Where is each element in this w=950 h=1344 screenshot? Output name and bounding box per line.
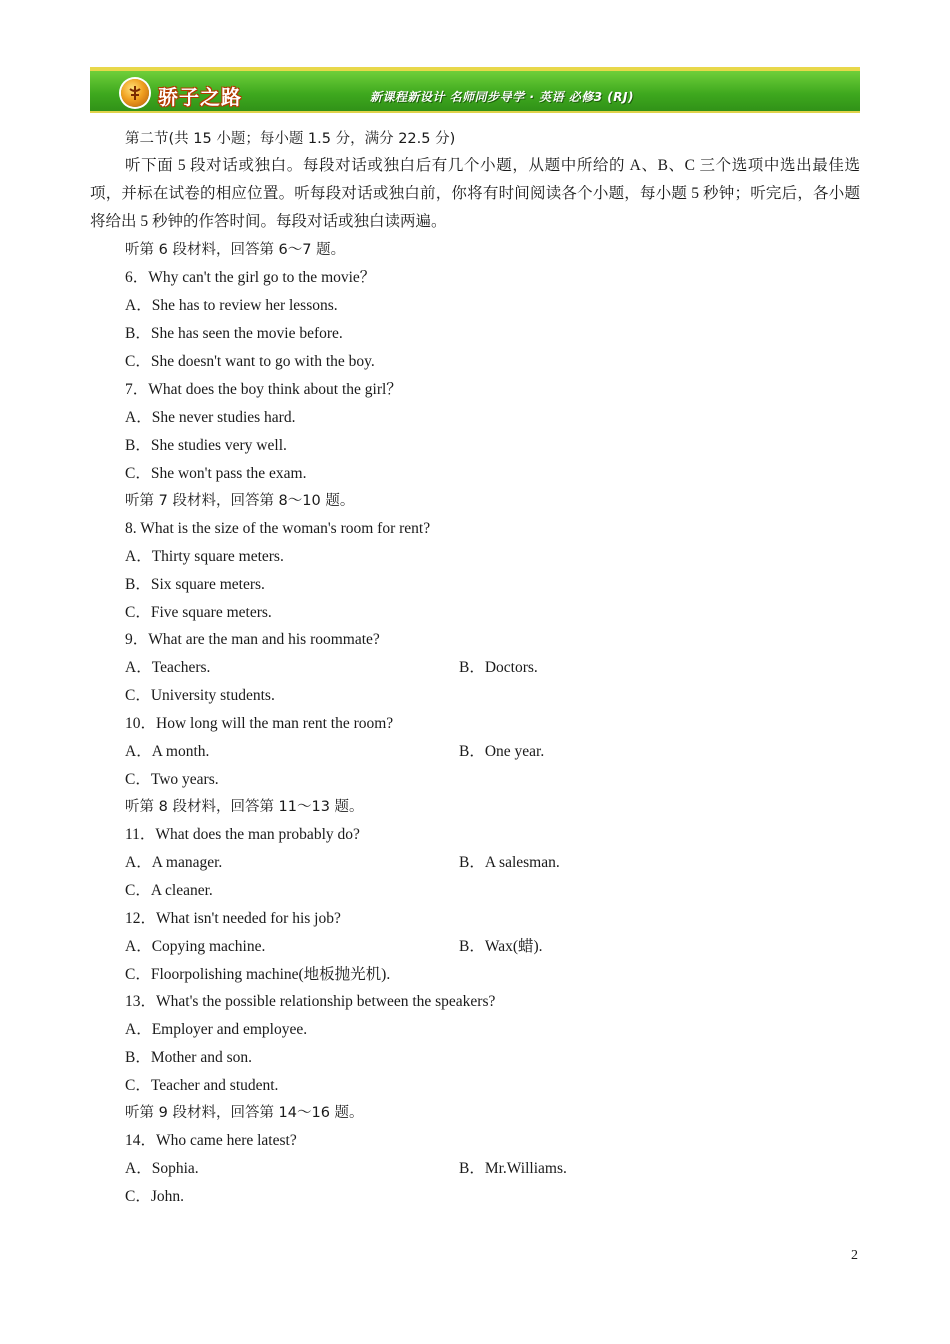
option-b: B．Six square meters. <box>125 576 265 593</box>
option-a: A．Thirty square meters. <box>125 548 284 565</box>
option-b: B．A salesman. <box>459 854 560 871</box>
option-c: C．Five square meters. <box>125 604 272 621</box>
question-stem: 6．Why can't the girl go to the movie？ <box>125 269 376 286</box>
section-instructions: 听下面 5 段对话或独白。每段对话或独白后有几个小题，从题中所给的 A、B、C 三个选项中选出最佳选项，并标在试卷的相应位置。听每段对话或独白前，你将有时间阅读各个小题，每小题 5 秒钟；听完后，各小题将给出 5 秒钟的作答时间。每段对话或独白读两遍。 <box>90 157 860 230</box>
header-series-title: 新课程新设计 名师同步导学 · 英语 必修3 (RJ) <box>370 90 634 104</box>
question-stem: 11．What does the man probably do? <box>125 826 360 843</box>
group-heading: 听第 9 段材料，回答第 14～16 题。 <box>125 1105 364 1121</box>
option-c: C．Teacher and student. <box>125 1077 279 1094</box>
section-title: 第二节(共 15 小题；每小题 1.5 分，满分 22.5 分) <box>125 131 456 147</box>
logo-text: 骄子之路 <box>158 85 242 109</box>
question-stem: 7．What does the boy think about the girl？ <box>125 381 402 398</box>
logo-emblem-icon <box>121 79 149 107</box>
option-c: C．She doesn't want to go with the boy. <box>125 353 375 370</box>
question-stem: 9．What are the man and his roommate? <box>125 631 380 648</box>
option-a: A．A manager. <box>125 854 223 871</box>
question-stem: 14．Who came here latest? <box>125 1132 297 1149</box>
option-a: A．She has to review her lessons. <box>125 297 338 314</box>
group-heading: 听第 6 段材料，回答第 6～7 题。 <box>125 242 346 258</box>
question-stem: 12．What isn't needed for his job? <box>125 910 341 927</box>
group-heading: 听第 8 段材料，回答第 11～13 题。 <box>125 799 364 815</box>
option-c: C．A cleaner. <box>125 882 213 899</box>
option-b: B．Mr.Williams. <box>459 1160 567 1177</box>
option-c: C．University students. <box>125 687 275 704</box>
banner-bar <box>90 71 860 113</box>
option-a: A．Teachers. <box>125 659 211 676</box>
option-a: A．Employer and employee. <box>125 1021 308 1038</box>
option-a: A．She never studies hard. <box>125 409 296 426</box>
option-c: C．She won't pass the exam. <box>125 465 307 482</box>
page-number: 2 <box>851 1248 858 1263</box>
option-b: B．She studies very well. <box>125 437 287 454</box>
option-a: A．Sophia. <box>125 1160 199 1177</box>
option-b: B．Mother and son. <box>125 1049 253 1066</box>
option-b: B．Wax(蜡). <box>459 938 543 955</box>
option-c: C．Floorpolishing machine(地板抛光机). <box>125 966 391 983</box>
question-stem: 10．How long will the man rent the room? <box>125 715 394 732</box>
header-banner <box>90 67 860 113</box>
question-stem: 8. What is the size of the woman's room for rent? <box>125 520 431 537</box>
option-a: A．A month. <box>125 743 210 760</box>
option-b: B．She has seen the movie before. <box>125 325 343 342</box>
option-a: A．Copying machine. <box>125 938 266 955</box>
option-c: C．Two years. <box>125 771 219 788</box>
option-b: B．One year. <box>459 743 545 760</box>
question-stem: 13．What's the possible relationship between the speakers? <box>125 993 496 1010</box>
option-b: B．Doctors. <box>459 659 538 676</box>
group-heading: 听第 7 段材料，回答第 8～10 题。 <box>125 493 355 509</box>
option-c: C．John. <box>125 1188 184 1205</box>
